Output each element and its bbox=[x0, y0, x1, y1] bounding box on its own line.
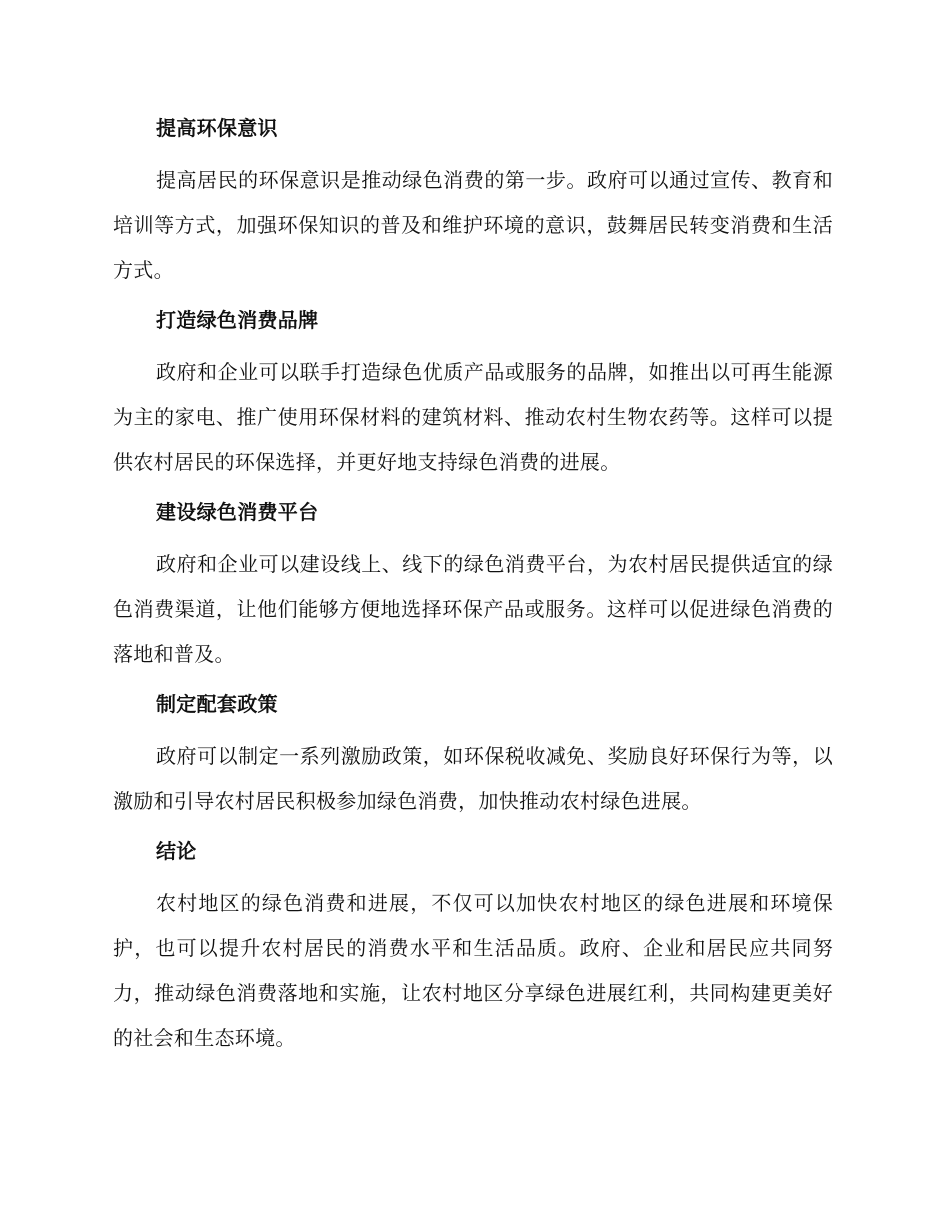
section-heading: 结论 bbox=[156, 839, 197, 863]
section-paragraph: 政府可以制定一系列激励政策，如环保税收减免、奖励良好环保行为等，以激励和引导农村居民积极参加绿色消费，加快推动农村绿色进展。 bbox=[113, 744, 833, 813]
section-heading: 制定配套政策 bbox=[156, 692, 278, 716]
section-paragraph: 农村地区的绿色消费和进展，不仅可以加快农村地区的绿色进展和环境保护，也可以提升农村居民的消费水平和生活品质。政府、企业和居民应共同努力，推动绿色消费落地和实施，让农村地区分享绿色进展红利，共同构建更美好的社会和生态环境。 bbox=[113, 891, 833, 1050]
section-heading: 打造绿色消费品牌 bbox=[156, 308, 319, 332]
section-conclusion bbox=[113, 835, 833, 1061]
section-supporting-policy bbox=[113, 688, 833, 824]
section-paragraph: 提高居民的环保意识是推动绿色消费的第一步。政府可以通过宣传、教育和培训等方式，加强环保知识的普及和维护环境的意识，鼓舞居民转变消费和生活方式。 bbox=[113, 168, 833, 282]
section-heading: 建设绿色消费平台 bbox=[156, 500, 319, 524]
section-paragraph: 政府和企业可以联手打造绿色优质产品或服务的品牌，如推出以可再生能源为主的家电、推广使用环保材料的建筑材料、推动农村生物农药等。这样可以提供农村居民的环保选择，并更好地支持绿色消费的进展。 bbox=[113, 360, 833, 474]
section-green-brand bbox=[113, 304, 833, 485]
section-paragraph: 政府和企业可以建设线上、线下的绿色消费平台，为农村居民提供适宜的绿色消费渠道，让他们能够方便地选择环保产品或服务。这样可以促进绿色消费的落地和普及。 bbox=[113, 552, 833, 666]
section-heading: 提高环保意识 bbox=[156, 116, 278, 140]
section-green-platform bbox=[113, 496, 833, 677]
document-page bbox=[113, 112, 833, 1072]
section-environmental-awareness bbox=[113, 112, 833, 293]
